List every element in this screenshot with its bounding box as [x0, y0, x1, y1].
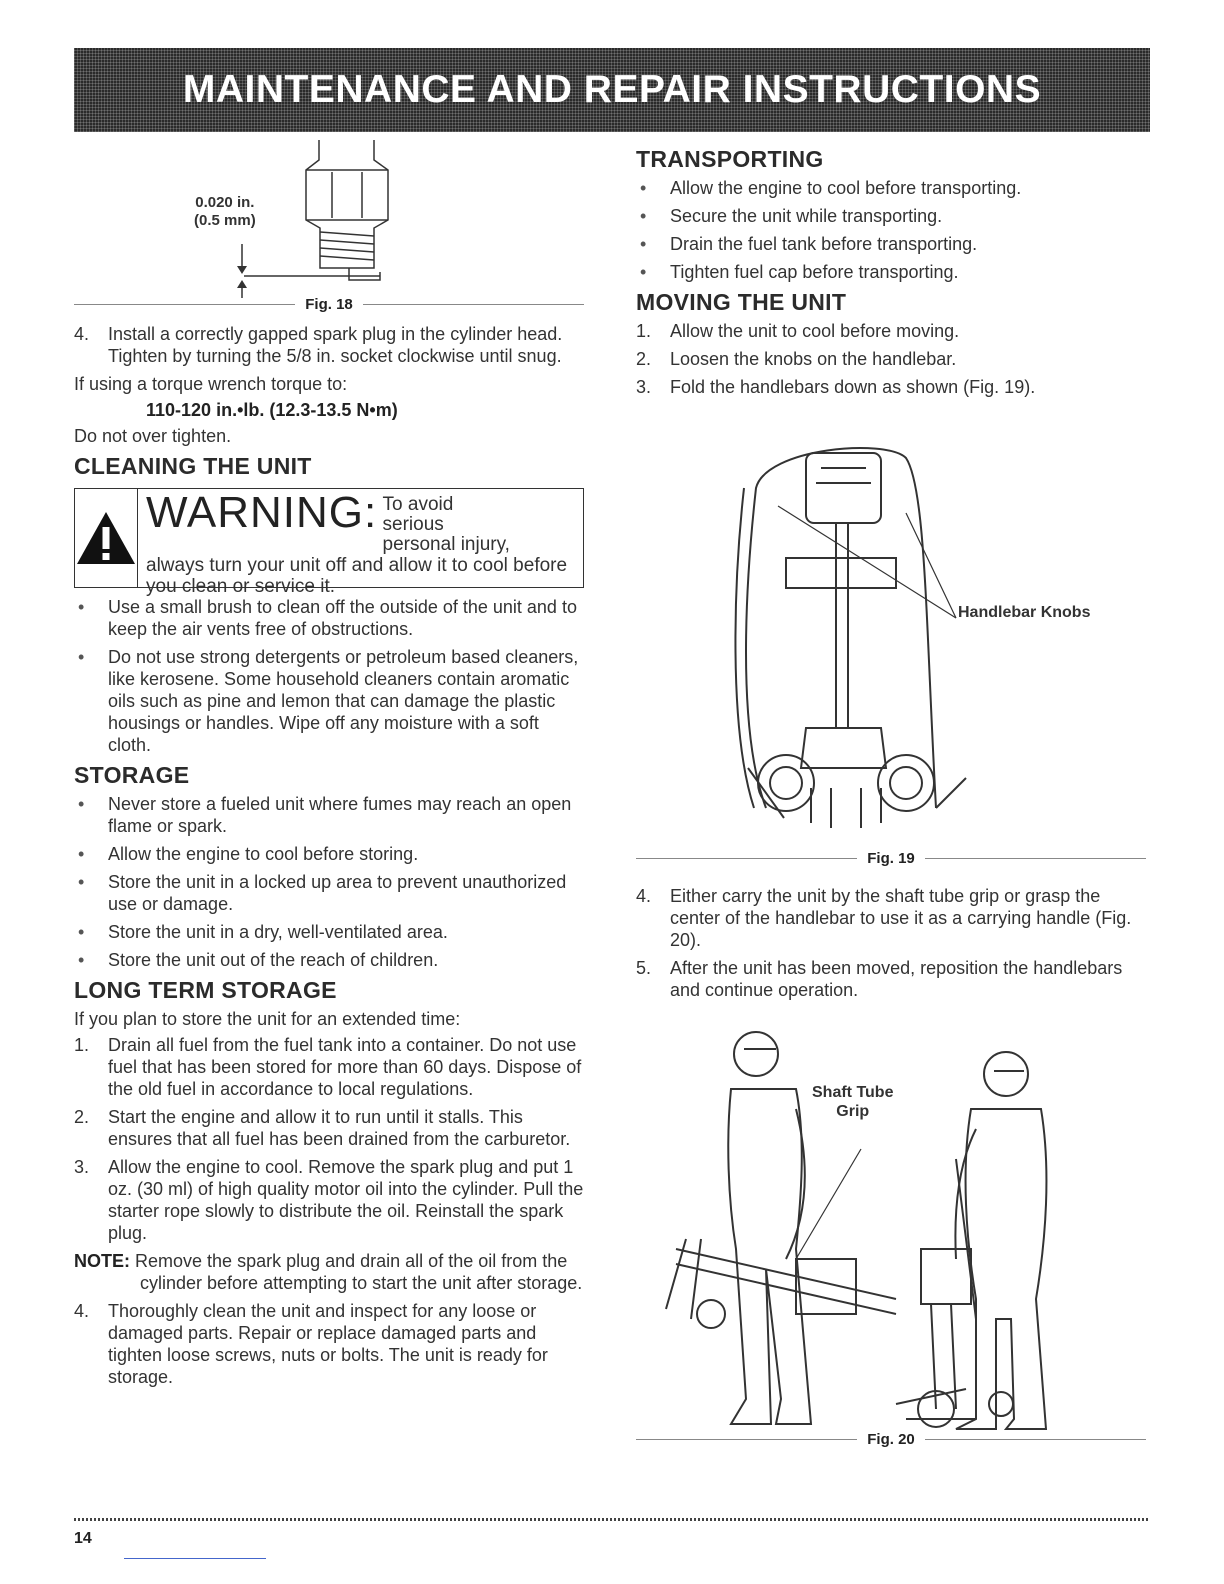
- tiller-folded-illustration: [636, 428, 1146, 848]
- list-item: • Do not use strong detergents or petroleum based cleaners, like kerosene. Some household cleaners contain aromatic oils such as pine and lemon that can damage the plastic housings or handles. Wipe off any moisture with a soft cloth.: [74, 646, 584, 756]
- handlebar-knobs-label: Handlebar Knobs: [958, 604, 1091, 621]
- carrying-tiller-illustration: [636, 1019, 1146, 1439]
- warning-icon: [75, 489, 138, 587]
- fig18: [74, 140, 584, 300]
- warning-body: always turn your unit off and allow it to cool before you clean or service it.: [146, 555, 568, 597]
- moving-heading: MOVING THE UNIT: [636, 289, 847, 315]
- plug-steps: [74, 323, 584, 367]
- moving-steps: [636, 320, 1146, 398]
- list-item: 4. Thoroughly clean the unit and inspect for any loose or damaged parts. Repair or replace damaged parts and tighten loose screws, nuts or bolts. The unit is ready for storage.: [74, 1301, 548, 1387]
- fig20: [636, 1019, 1146, 1439]
- shaft-tube-grip-label: Shaft Tube Grip: [812, 1084, 894, 1120]
- gap-mm-label: (0.5 mm): [194, 212, 256, 229]
- gap-in-label: 0.020 in.: [195, 194, 255, 211]
- footer-rule: [74, 1518, 1150, 1521]
- warning-box: [74, 488, 584, 597]
- cleaning-heading: CLEANING THE UNIT: [74, 453, 312, 479]
- left-column: [74, 140, 584, 1394]
- warning-word: WARNING:: [146, 488, 378, 537]
- fig20-caption: Fig. 20: [867, 1431, 915, 1448]
- storage-heading: STORAGE: [74, 762, 190, 788]
- list-item: 1. Drain all fuel from the fuel tank into a container. Do not use fuel that has been stored for more than 60 days. Dispose of the old fuel in accordance to local regulations.: [74, 1035, 582, 1099]
- long-term-intro: If you plan to store the unit for an extended time:: [74, 1009, 461, 1029]
- fig19: [636, 428, 1146, 848]
- page-title: MAINTENANCE AND REPAIR INSTRUCTIONS: [182, 68, 1042, 111]
- torque-value: 110-120 in.•lb. (12.3-13.5 N•m): [146, 400, 398, 420]
- list-item: • Never store a fueled unit where fumes may reach an open flame or spark.: [74, 793, 584, 837]
- list-item: 4. Either carry the unit by the shaft tube grip or grasp the center of the handlebar to use it as a carrying handle (Fig. 20).: [636, 886, 1132, 950]
- list-item: 5. After the unit has been moved, reposition the handlebars and continue operation.: [636, 958, 1123, 1000]
- list-item: • Store the unit in a dry, well-ventilated area.: [74, 921, 584, 943]
- list-item: 3. Fold the handlebars down as shown (Fig. 19).: [636, 377, 1036, 397]
- list-item: 4. Install a correctly gapped spark plug in the cylinder head. Tighten by turning the 5/8 in. socket clockwise until snug.: [74, 324, 563, 366]
- list-item: • Drain the fuel tank before transporting.: [636, 233, 1146, 255]
- transporting-heading: TRANSPORTING: [636, 146, 824, 172]
- fig18-caption: Fig. 18: [305, 296, 353, 313]
- right-column: [636, 140, 1146, 1458]
- no-over-tighten: Do not over tighten.: [74, 426, 232, 446]
- moving-steps-cont: [636, 885, 1146, 1001]
- list-item: • Use a small brush to clean off the outside of the unit and to keep the air vents free of obstructions.: [74, 596, 584, 640]
- list-item: • Allow the engine to cool before transporting.: [636, 177, 1146, 199]
- fig19-caption: Fig. 19: [867, 850, 915, 867]
- page-banner: [74, 48, 1150, 132]
- list-item: • Tighten fuel cap before transporting.: [636, 261, 1146, 283]
- storage-list: [74, 793, 584, 971]
- long-term-steps-cont: [74, 1300, 584, 1388]
- list-item: 1. Allow the unit to cool before moving.: [636, 321, 960, 341]
- list-item: 3. Allow the engine to cool. Remove the spark plug and put 1 oz. (30 ml) of high quality motor oil into the cylinder. Pull the starter rope slowly to distribute the oil. Reinstall the spark plug.: [74, 1157, 584, 1243]
- long-term-heading: LONG TERM STORAGE: [74, 977, 337, 1003]
- footer-link-underline: [124, 1558, 266, 1559]
- long-term-steps: [74, 1034, 584, 1244]
- torque-intro: If using a torque wrench torque to:: [74, 374, 348, 394]
- list-item: • Store the unit out of the reach of children.: [74, 949, 584, 971]
- list-item: 2. Start the engine and allow it to run until it stalls. This ensures that all fuel has been drained from the carburetor.: [74, 1107, 571, 1149]
- storage-note: NOTE: Remove the spark plug and drain all of the oil from the cylinder before attempting to start the unit after storage.: [74, 1251, 583, 1293]
- warning-tail: To avoid serious personal injury,: [382, 494, 510, 555]
- list-item: 2. Loosen the knobs on the handlebar.: [636, 349, 957, 369]
- spark-plug-illustration: [74, 140, 584, 300]
- list-item: • Store the unit in a locked up area to prevent unauthorized use or damage.: [74, 871, 584, 915]
- list-item: • Secure the unit while transporting.: [636, 205, 1146, 227]
- fig19-caption-row: [636, 850, 1146, 867]
- transporting-list: [636, 177, 1146, 283]
- list-item: • Allow the engine to cool before storing.: [74, 843, 584, 865]
- cleaning-list: [74, 596, 584, 756]
- page-number: 14: [74, 1530, 92, 1547]
